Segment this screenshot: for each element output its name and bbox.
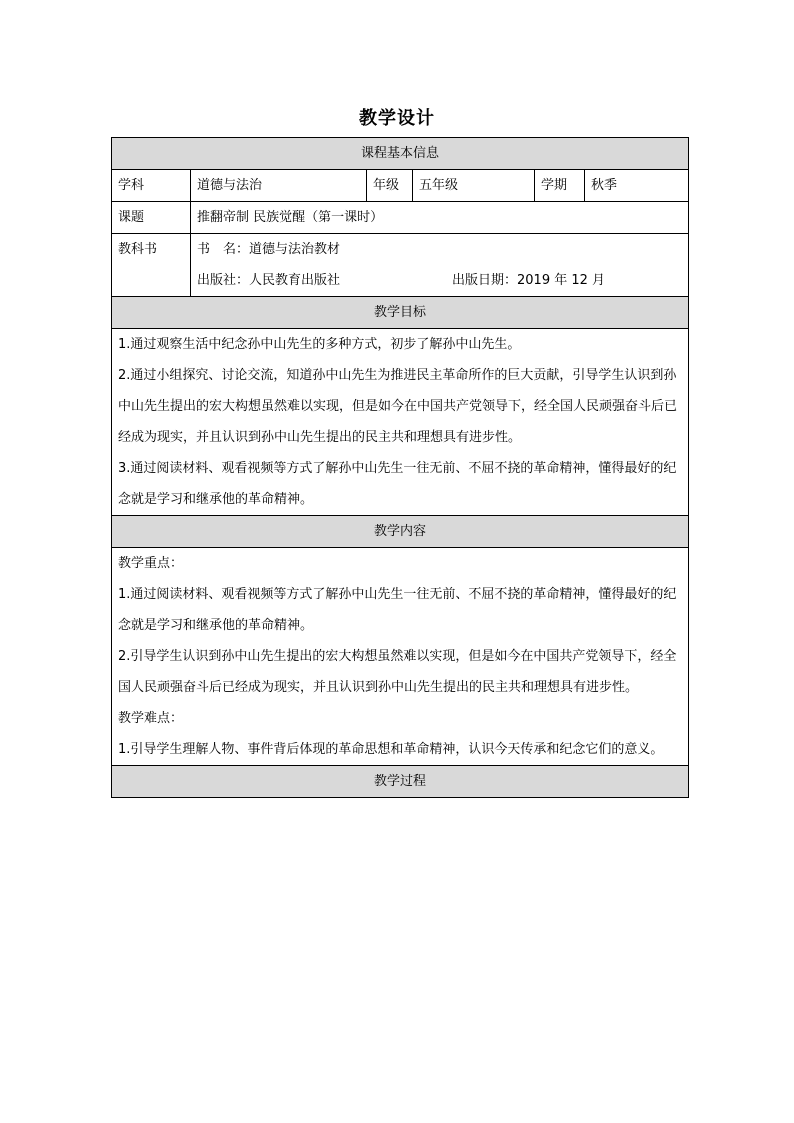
objectives-row (112, 329, 689, 516)
process-header: 教学过程 (112, 766, 689, 798)
process-header-row (112, 766, 689, 798)
topic-row (112, 202, 689, 234)
key-point-item: 2.引导学生认识到孙中山先生提出的宏大构想虽然难以实现，但是如今在中国共产党领导下，经全国人民顽强奋斗后已经成为现实，并且认识到孙中山先生提出的民主共和理想具有进步性。 (118, 649, 677, 695)
content-header-row (112, 516, 689, 548)
objectives-header-row (112, 297, 689, 329)
basic-info-header: 课程基本信息 (112, 138, 689, 170)
textbook-label: 教科书 (112, 234, 191, 297)
subject-value: 道德与法治 (191, 170, 367, 202)
difficult-point-item: 1.引导学生理解人物、事件背后体现的革命思想和革命精神，认识今天传承和纪念它们的意义。 (118, 742, 664, 757)
subject-row (112, 170, 689, 202)
topic-label: 课题 (112, 202, 191, 234)
content-row (112, 548, 689, 766)
lesson-plan-table (111, 137, 689, 798)
publisher: 出版社：人民教育出版社 (197, 273, 341, 288)
objective-item: 1.通过观察生活中纪念孙中山先生的多种方式，初步了解孙中山先生。 (118, 337, 521, 352)
book-name: 书 名：道德与法治教材 (197, 242, 341, 257)
key-points-label: 教学重点： (118, 556, 184, 571)
difficult-points-label: 教学难点： (118, 711, 184, 726)
topic-value: 推翻帝制 民族觉醒（第一课时） (191, 202, 689, 234)
objectives-body (112, 329, 689, 516)
content-header: 教学内容 (112, 516, 689, 548)
content-body (112, 548, 689, 766)
term-value: 秋季 (585, 170, 689, 202)
basic-info-header-row (112, 138, 689, 170)
objective-item: 2.通过小组探究、讨论交流，知道孙中山先生为推进民主革命所作的巨大贡献，引导学生认识到孙中山先生提出的宏大构想虽然难以实现，但是如今在中国共产党领导下，经全国人民顽强奋斗后已经成为现实，并且认识到孙中山先生提出的民主共和理想具有进步性。 (118, 368, 678, 445)
key-point-item: 1.通过阅读材料、观看视频等方式了解孙中山先生一往无前、不屈不挠的革命精神，懂得最好的纪念就是学习和继承他的革命精神。 (118, 587, 677, 633)
subject-label: 学科 (112, 170, 191, 202)
textbook-row (112, 234, 689, 297)
textbook-info (191, 234, 689, 297)
objectives-header: 教学目标 (112, 297, 689, 329)
publisher-line (197, 265, 682, 296)
publish-date: 出版日期：2019 年 12 月 (452, 273, 606, 288)
objective-item: 3.通过阅读材料、观看视频等方式了解孙中山先生一往无前、不屈不挠的革命精神，懂得最好的纪念就是学习和继承他的革命精神。 (118, 461, 677, 507)
grade-value: 五年级 (413, 170, 535, 202)
grade-label: 年级 (367, 170, 413, 202)
document-title: 教学设计 (359, 108, 435, 129)
term-label: 学期 (535, 170, 585, 202)
